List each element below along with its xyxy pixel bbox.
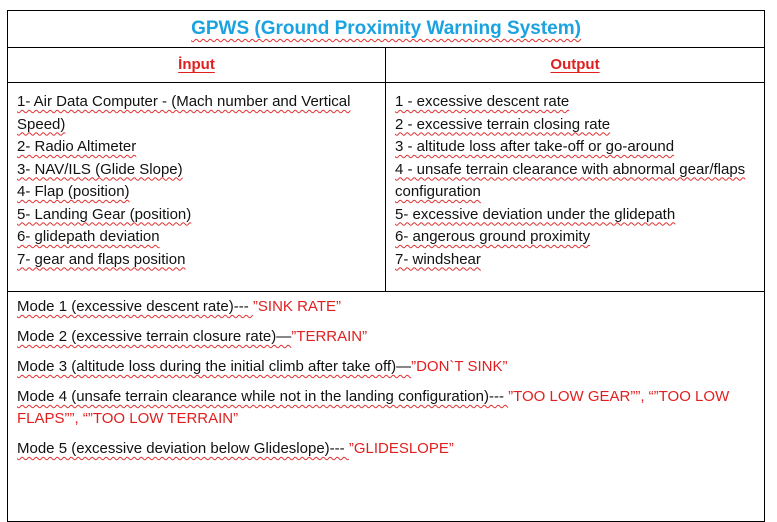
input-item: 1- Air Data Computer - (Mach number and Vertical Speed) (17, 93, 351, 133)
output-item: 1 - excessive descent rate (395, 93, 570, 110)
mode-line: Mode 2 (excessive terrain closure rate)—”TERRAIN” (17, 328, 368, 345)
mode-alert: ”TOO LOW GEAR””, “”TOO LOW FLAPS””, “”TOO LOW TERRAIN” (17, 388, 730, 427)
input-header-cell (8, 48, 386, 83)
output-item: 2 - excessive terrain closing rate (395, 115, 611, 133)
input-column-header: İnput (178, 56, 215, 73)
mode-alert: ”SINK RATE” (252, 298, 341, 315)
modes-cell (8, 292, 765, 522)
gpws-document (7, 10, 764, 512)
input-item: 7- gear and flaps position (17, 250, 186, 268)
gpws-table (7, 10, 765, 522)
output-list-cell (386, 83, 765, 292)
input-list-cell (8, 83, 386, 292)
mode-line: Mode 5 (excessive deviation below Glideslope)--- ”GLIDESLOPE” (17, 440, 454, 457)
input-item: 3- NAV/ILS (Glide Slope) (17, 160, 183, 178)
title-cell (8, 11, 765, 48)
input-item: 4- Flap (position) (17, 183, 130, 200)
output-header-cell (386, 48, 765, 83)
mode-alert: ”TERRAIN” (291, 328, 368, 345)
output-item: 6- angerous ground proximity (395, 228, 591, 245)
output-item: 7- windshear (395, 250, 481, 268)
input-list (17, 91, 377, 271)
mode-line: Mode 1 (excessive descent rate)--- ”SINK RATE” (17, 298, 341, 315)
input-item: 2- Radio Altimeter (17, 138, 137, 155)
output-item: 4 - unsafe terrain clearance with abnormal gear/flaps configuration (395, 160, 746, 200)
output-column-header: Output (550, 56, 600, 73)
output-list (395, 91, 756, 271)
output-item: 3 - altitude loss after take-off or go-around (395, 138, 675, 155)
output-item: 5- excessive deviation under the glidepath (395, 205, 676, 223)
mode-line: Mode 3 (altitude loss during the initial climb after take off)—”DON`T SINK” (17, 358, 508, 375)
input-item: 5- Landing Gear (position) (17, 205, 192, 223)
input-item: 6- glidepath deviation (17, 228, 160, 245)
mode-alert: ”DON`T SINK” (411, 358, 508, 375)
mode-line: Mode 4 (unsafe terrain clearance while not in the landing configuration)--- ”TOO LOW GEAR””, “”TOO LOW FLAPS””, “”TOO LOW TERRAIN” (17, 388, 730, 427)
document-title: GPWS (Ground Proximity Warning System) (191, 18, 581, 39)
mode-alert: ”GLIDESLOPE” (348, 440, 454, 457)
